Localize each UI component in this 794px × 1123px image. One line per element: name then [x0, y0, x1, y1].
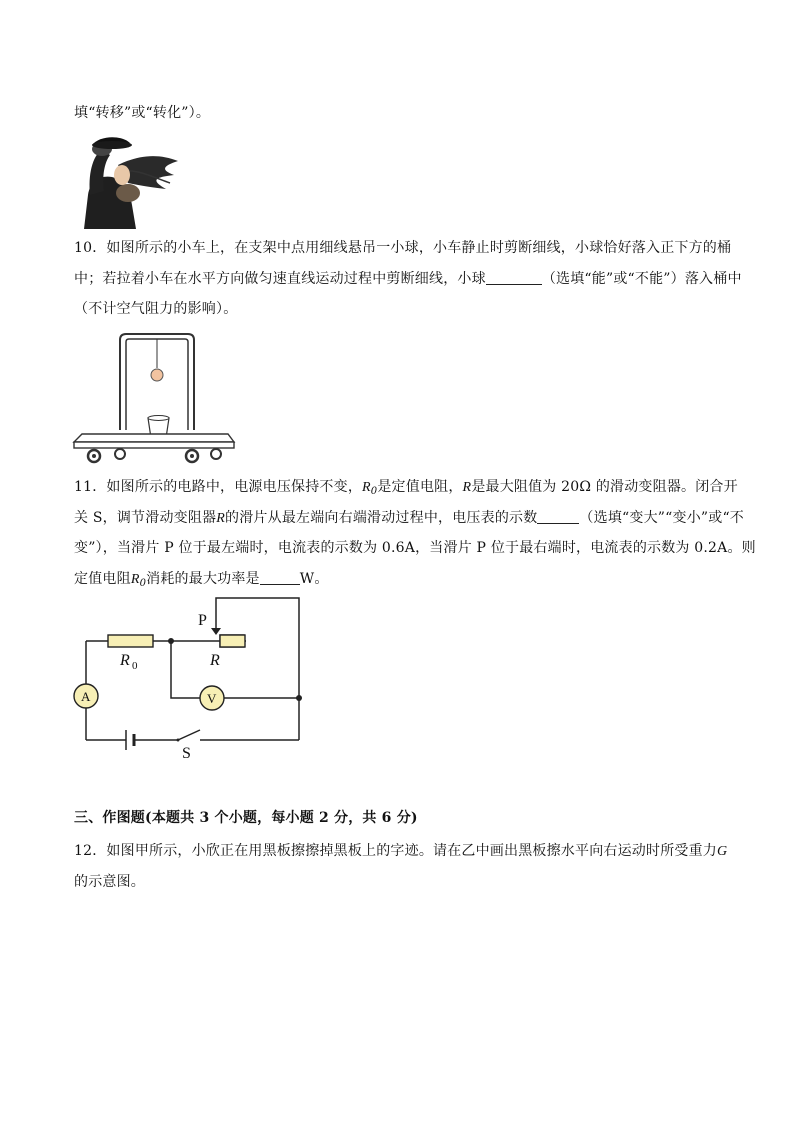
q11-power-answer-blank[interactable]: [260, 570, 300, 585]
label-r0: R: [120, 652, 130, 669]
cart-illustration: [70, 330, 240, 465]
label-r0-subscript: 0: [132, 660, 138, 672]
cart-figure: [70, 330, 240, 465]
q12-line2: 的示意图。: [74, 874, 145, 890]
r0-resistor: [108, 635, 153, 647]
section3-heading: 三、作图题(本题共 3 个小题，每小题 2 分，共 6 分): [74, 810, 418, 826]
q12-g-symbol: G: [717, 844, 728, 859]
q11-line1-part2: 是定值电阻，: [377, 479, 463, 495]
q11-line2: [74, 508, 744, 529]
q11-r0-symbol: R: [362, 480, 371, 495]
q10-line2-part1: 中；若拉着小车在水平方向做匀速直线运动过程中剪断细线，小球: [74, 271, 486, 287]
q10-line2-part2: （选填“能”或“不能”）落入桶中: [541, 271, 742, 287]
q11-line4: [74, 569, 329, 594]
q10-answer-blank[interactable]: [486, 270, 542, 285]
q11-line4-part1: 定值电阻: [74, 571, 131, 587]
q11-line2-part3: （选填“变大”“变小”或“不: [579, 510, 745, 526]
label-v: V: [207, 691, 217, 706]
slider-arrow-icon: [211, 628, 221, 635]
q10-line2: [74, 269, 742, 289]
circuit-svg: [70, 592, 310, 767]
q10-line3: （不计空气阻力的影响）。: [74, 301, 238, 317]
q11-line2-part2: 的滑片从最左端向右端滑动过程中，电压表的示数: [225, 510, 538, 526]
q11-line4-r0-subscript: 0: [139, 578, 147, 589]
q12-line1: [74, 841, 727, 862]
label-a: A: [81, 689, 91, 704]
q11-line4-part3: W。: [299, 571, 329, 587]
q11-line1-part1: 11．如图所示的电路中，电源电压保持不变，: [74, 479, 363, 495]
label-s: S: [182, 745, 191, 762]
q11-line4-part2: 消耗的最大功率是: [146, 571, 260, 587]
q11-line2-r-symbol: R: [216, 511, 226, 526]
q11-line3: 变”），当滑片 P 位于最左端时，电流表的示数为 0.6A，当滑片 P 位于最右端时，电流表的示数为 0.2A。则: [74, 540, 756, 556]
girl-in-wind-illustration: [78, 135, 182, 229]
q11-line1-part3: 是最大阻值为 20Ω 的滑动变阻器。闭合开: [471, 479, 738, 495]
circuit-diagram: [70, 592, 310, 767]
q11-r0-subscript: 0: [370, 486, 378, 497]
q12-line1-part1: 12．如图甲所示，小欣正在用黑板擦擦掉黑板上的字迹。请在乙中画出黑板擦水平向右运动时所受重力: [74, 843, 718, 859]
q9-tail-text: 填“转移”或“转化”）。: [74, 105, 211, 121]
q10-line1: 10．如图所示的小车上，在支架中点用细线悬吊一小球，小车静止时剪断细线，小球恰好落入正下方的桶: [74, 240, 732, 256]
q11-r-symbol: R: [462, 480, 472, 495]
q11-line1: [74, 477, 738, 502]
label-p: P: [198, 612, 207, 629]
q11-voltmeter-answer-blank[interactable]: [537, 509, 579, 524]
q11-line4-r0-symbol: R: [130, 572, 140, 587]
q11-line2-part1: 关 S，调节滑动变阻器: [74, 510, 217, 526]
label-r: R: [210, 652, 220, 669]
girl-in-wind-figure: [78, 135, 182, 229]
